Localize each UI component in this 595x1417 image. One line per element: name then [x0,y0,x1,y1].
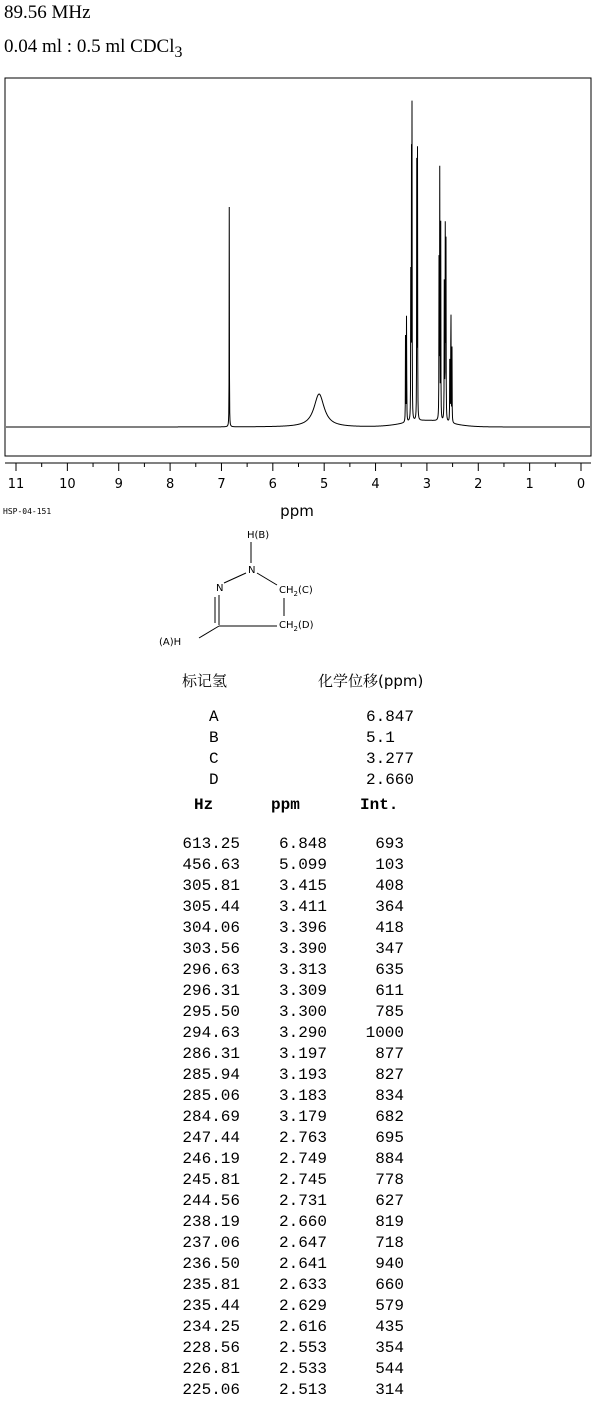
x-axis [5,463,591,492]
x-tick-label: 8 [165,477,175,492]
assignment-header-proton: 标记氢 [182,672,228,690]
peak-row [0,877,595,898]
concentration-subscript: 3 [174,43,183,61]
peak-row [0,1003,595,1024]
peak-ppm: 2.553 [278,1339,327,1357]
x-tick-label: 0 [576,477,586,492]
peak-ppm: 2.641 [278,1255,327,1273]
peak-ppm: 3.193 [278,1066,327,1084]
peak-hz: 304.06 [182,919,240,937]
peak-hz: 286.31 [182,1045,240,1063]
peak-int: 660 [375,1276,404,1294]
peak-hz: 294.63 [182,1024,240,1042]
label-hb: H(B) [247,530,270,541]
peak-row [0,1129,595,1150]
peak-hz: 456.63 [182,856,240,874]
x-tick-label: 7 [217,477,226,492]
peak-int: 682 [375,1108,404,1126]
sample-code: HSP-04-151 [3,507,52,516]
peak-ppm: 6.848 [278,835,327,853]
assignment-label: A [209,708,219,726]
peak-ppm: 3.290 [278,1024,327,1042]
assignment-label: B [209,729,219,747]
peak-ppm: 2.616 [278,1318,327,1336]
molecule-structure [155,525,355,650]
peak-row [0,1024,595,1045]
peak-hz: 245.81 [182,1171,240,1189]
peak-row [0,1213,595,1234]
peak-ppm: 2.629 [278,1297,327,1315]
peak-header-hz: Hz [194,796,214,814]
peak-row [0,1318,595,1339]
peak-row [0,1276,595,1297]
peak-hz: 285.06 [182,1087,240,1105]
assignment-table [0,708,595,792]
plot-frame [5,78,591,456]
peak-hz: 244.56 [182,1192,240,1210]
peak-row [0,940,595,961]
assignment-shift: 2.660 [366,771,415,789]
peak-ppm: 3.179 [278,1108,327,1126]
x-tick-label: 2 [474,477,483,492]
peak-row [0,961,595,982]
x-tick-label: 5 [320,477,329,492]
peak-ppm: 2.647 [278,1234,327,1252]
peak-row [0,898,595,919]
peak-row [0,1360,595,1381]
peak-ppm: 3.396 [278,919,327,937]
nmr-spectrum-chart [0,70,595,525]
peak-hz: 296.63 [182,961,240,979]
peak-row [0,1339,595,1360]
peak-hz: 235.44 [182,1297,240,1315]
peak-int: 418 [375,919,404,937]
assignment-shift: 5.1 [366,729,395,747]
assignment-shift: 3.277 [366,750,415,768]
peak-int: 544 [375,1360,404,1378]
assignment-label: D [209,771,219,789]
x-tick-label: 3 [422,477,432,492]
peak-int: 1000 [365,1024,404,1042]
peak-int: 408 [375,877,404,895]
peak-ppm: 3.411 [278,898,327,916]
peak-table [0,835,595,1402]
peak-hz: 228.56 [182,1339,240,1357]
peak-int: 884 [375,1150,404,1168]
peak-int: 940 [375,1255,404,1273]
peak-hz: 238.19 [182,1213,240,1231]
peak-ppm: 3.300 [278,1003,327,1021]
label-n1: N [248,565,256,576]
peak-hz: 295.50 [182,1003,240,1021]
peak-row [0,919,595,940]
peak-ppm: 3.313 [278,961,327,979]
peak-int: 693 [375,835,404,853]
assignment-row [0,729,595,750]
peak-row [0,1108,595,1129]
spectrometer-frequency: 89.56 MHz [4,2,91,23]
peak-ppm: 2.513 [278,1381,327,1399]
peak-row [0,835,595,856]
peak-header-int: Int. [360,796,399,814]
x-axis-label: ppm [280,502,314,520]
peak-ppm: 2.763 [278,1129,327,1147]
peak-hz: 246.19 [182,1150,240,1168]
peak-int: 778 [375,1171,404,1189]
peak-ppm: 3.390 [278,940,327,958]
peak-hz: 613.25 [182,835,240,853]
x-tick-label: 4 [371,477,380,492]
peak-row [0,1171,595,1192]
peak-hz: 226.81 [182,1360,240,1378]
peak-hz: 247.44 [182,1129,240,1147]
peak-ppm: 2.749 [278,1150,327,1168]
assignment-row [0,708,595,729]
peak-hz: 296.31 [182,982,240,1000]
peak-int: 611 [375,982,404,1000]
peak-row [0,1150,595,1171]
peak-hz: 285.94 [182,1066,240,1084]
peak-int: 819 [375,1213,404,1231]
peak-ppm: 3.197 [278,1045,327,1063]
peak-hz: 305.44 [182,898,240,916]
concentration-text: 0.04 ml : 0.5 ml CDCl [4,36,175,57]
assignment-shift: 6.847 [366,708,415,726]
peak-row [0,1234,595,1255]
peak-int: 718 [375,1234,404,1252]
x-tick-label: 11 [7,477,25,492]
peak-hz: 236.50 [182,1255,240,1273]
peak-row [0,1045,595,1066]
peak-int: 354 [375,1339,404,1357]
peak-int: 695 [375,1129,404,1147]
peak-row [0,1066,595,1087]
peak-int: 435 [375,1318,404,1336]
spectrum-trace [6,101,590,427]
bond-n1-c [257,573,277,585]
label-n2: N [216,583,224,594]
peak-int: 314 [375,1381,404,1399]
peak-hz: 235.81 [182,1276,240,1294]
bond-n1-n2 [224,573,246,583]
peak-row [0,1255,595,1276]
peak-int: 827 [375,1066,404,1084]
peak-int: 877 [375,1045,404,1063]
peak-hz: 237.06 [182,1234,240,1252]
peak-int: 579 [375,1297,404,1315]
peak-ppm: 2.633 [278,1276,327,1294]
assignment-label: C [209,750,219,768]
peak-ppm: 3.183 [278,1087,327,1105]
label-ha: (A)H [159,637,182,648]
peak-hz: 305.81 [182,877,240,895]
peak-ppm: 3.309 [278,982,327,1000]
peak-int: 347 [375,940,404,958]
peak-int: 635 [375,961,404,979]
bond-ca-h [199,626,219,638]
x-tick-label: 1 [525,477,534,492]
peak-ppm: 3.415 [278,877,327,895]
peak-ppm: 2.660 [278,1213,327,1231]
peak-row [0,1192,595,1213]
peak-hz: 234.25 [182,1318,240,1336]
label-ch2-c: $CH_2(C)$ [279,585,313,598]
peak-row [0,1381,595,1402]
x-tick-label: 10 [59,477,76,492]
peak-int: 834 [375,1087,404,1105]
peak-row [0,856,595,877]
peak-row [0,982,595,1003]
sample-concentration [4,36,182,62]
assignment-row [0,750,595,771]
peak-row [0,1087,595,1108]
peak-ppm: 2.731 [278,1192,327,1210]
peak-hz: 225.06 [182,1381,240,1399]
x-tick-label: 9 [114,477,123,492]
x-tick-label: 6 [268,477,277,492]
peak-int: 627 [375,1192,404,1210]
peak-int: 785 [375,1003,404,1021]
label-ch2-d: $CH_2(D)$ [279,620,314,633]
peak-int: 364 [375,898,404,916]
peak-row [0,1297,595,1318]
peak-hz: 284.69 [182,1108,240,1126]
peak-ppm: 2.533 [278,1360,327,1378]
assignment-header-shift: 化学位移(ppm) [318,672,424,690]
assignment-row [0,771,595,792]
peak-header-ppm: ppm [271,796,300,814]
peak-ppm: 2.745 [278,1171,327,1189]
peak-int: 103 [375,856,404,874]
peak-ppm: 5.099 [278,856,327,874]
peak-hz: 303.56 [182,940,240,958]
